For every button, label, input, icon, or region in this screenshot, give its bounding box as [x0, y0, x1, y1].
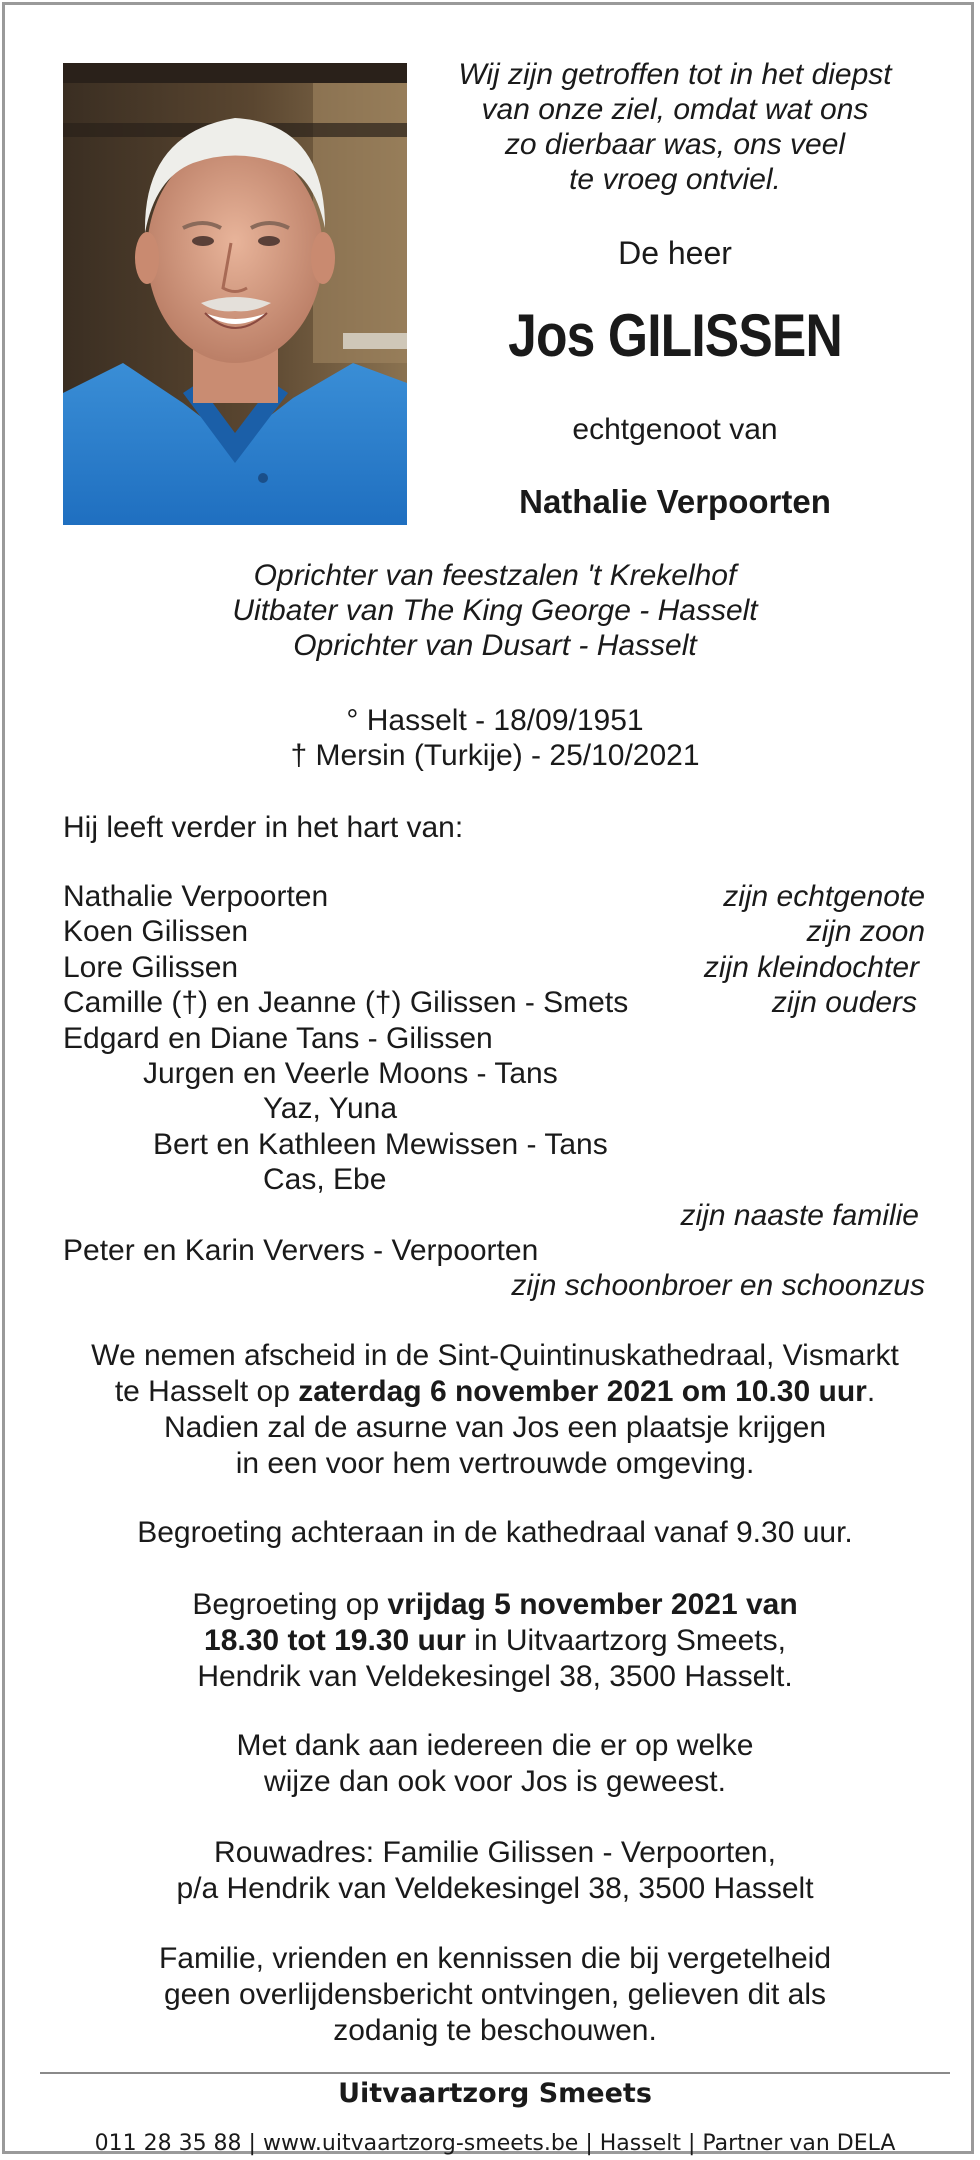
family-row: [63, 1127, 925, 1162]
address-line: p/a Hendrik van Veldekesingel 38, 3500 Hasselt: [176, 1872, 814, 1905]
thanks-line: wijze dan ook voor Jos is geweest.: [264, 1765, 726, 1798]
family-row: [63, 1091, 925, 1126]
family-row: [63, 1268, 925, 1303]
greeting-line: [45, 1623, 945, 1659]
family-name: Lore Gilissen: [63, 950, 239, 984]
poem-line: van onze ziel, omdat wat ons: [481, 93, 869, 126]
footer-divider: [40, 2072, 950, 2074]
address-line: Rouwadres: Familie Gilissen - Verpoorten,: [214, 1836, 776, 1869]
family-name: Cas, Ebe: [263, 1163, 387, 1197]
portrait-image: [63, 63, 407, 525]
funeral-home-contact: 011 28 35 88 | www.uitvaartzorg-smeets.be | Hasselt | Partner van DELA: [94, 2131, 896, 2156]
obituary-card: [2, 2, 974, 2154]
family-name: Camille (†) en Jeanne (†) Gilissen - Smets: [63, 986, 629, 1020]
role-line: Oprichter van Dusart - Hasselt: [293, 629, 697, 662]
spouse-name: Nathalie Verpoorten: [519, 483, 831, 520]
family-row: [63, 1056, 925, 1091]
poem-line: Wij zijn getroffen tot in het diepst: [458, 58, 892, 91]
death-date: † Mersin (Turkije) - 25/10/2021: [290, 739, 700, 772]
survived-by-heading: Hij leeft verder in het hart van:: [63, 811, 464, 844]
farewell-line: We nemen afscheid in de Sint-Quintinuskathedraal, Vismarkt: [91, 1339, 899, 1372]
family-row: [63, 985, 925, 1020]
family-name: Peter en Karin Ververs - Verpoorten: [63, 1233, 539, 1267]
family-relation: zijn schoonbroer en schoonzus: [511, 1269, 925, 1303]
family-relation: zijn echtgenote: [723, 880, 925, 913]
family-name: Koen Gilissen: [63, 915, 249, 949]
greeting-text: in Uitvaartzorg Smeets,: [465, 1624, 786, 1657]
notice-line: zodanig te beschouwen.: [333, 2014, 657, 2047]
family-relation: zijn ouders: [771, 986, 917, 1020]
spouse-label: echtgenoot van: [572, 413, 778, 446]
notice-paragraph: [45, 1941, 945, 2049]
family-row: [63, 1233, 925, 1268]
greeting-text: Begroeting op: [192, 1588, 388, 1621]
poem: [425, 57, 925, 197]
family-name: Nathalie Verpoorten: [63, 880, 329, 913]
thanks-paragraph: [45, 1728, 945, 1800]
role-line: Oprichter van feestzalen 't Krekelhof: [253, 559, 737, 592]
greeting-funeral-home: [45, 1587, 945, 1695]
poem-line: zo dierbaar was, ons veel: [504, 128, 846, 161]
farewell-text: te Hasselt op: [114, 1375, 299, 1408]
mourning-address: [45, 1835, 945, 1907]
family-name: Jurgen en Veerle Moons - Tans: [143, 1056, 558, 1090]
family-relation: zijn naaste familie: [680, 1198, 919, 1232]
family-name: Bert en Kathleen Mewissen - Tans: [153, 1127, 608, 1161]
deceased-name: Jos GILISSEN: [508, 302, 842, 369]
poem-line: te vroeg ontviel.: [569, 163, 781, 196]
farewell-text: .: [866, 1375, 876, 1408]
family-row: [63, 1021, 925, 1056]
notice-line: geen overlijdensbericht ontvingen, gelieven dit als: [163, 1978, 827, 2011]
life-dates: [65, 703, 925, 773]
family-row: [63, 914, 925, 949]
portrait-photo: [63, 63, 407, 525]
birth-date: ° Hasselt - 18/09/1951: [346, 704, 644, 737]
greeting-time: 18.30 tot 19.30 uur: [204, 1624, 466, 1657]
family-row: [63, 1198, 925, 1233]
greeting-line: [45, 1587, 945, 1623]
family-name: Edgard en Diane Tans - Gilissen: [63, 1021, 493, 1055]
thanks-line: Met dank aan iedereen die er op welke: [236, 1729, 754, 1762]
family-relation: zijn kleindochter: [703, 950, 919, 984]
farewell-date: zaterdag 6 november 2021 om 10.30 uur: [298, 1375, 867, 1408]
farewell-line: in een voor hem vertrouwde omgeving.: [235, 1447, 755, 1480]
family-row: [63, 1162, 925, 1197]
farewell-line: [45, 1374, 945, 1410]
role-line: Uitbater van The King George - Hasselt: [232, 594, 758, 627]
greeting-cathedral: Begroeting achteraan in de kathedraal vanaf 9.30 uur.: [137, 1516, 853, 1549]
family-row: [63, 879, 925, 914]
farewell-paragraph: [45, 1338, 945, 1482]
family-list: [63, 879, 925, 1304]
greeting-line: Hendrik van Veldekesingel 38, 3500 Hasselt.: [197, 1660, 793, 1693]
roles: [65, 558, 925, 663]
family-name: Yaz, Yuna: [263, 1092, 398, 1126]
notice-line: Familie, vrienden en kennissen die bij vergetelheid: [158, 1942, 832, 1975]
farewell-line: Nadien zal de asurne van Jos een plaatsje krijgen: [163, 1411, 827, 1444]
greeting-date: vrijdag 5 november 2021 van: [387, 1588, 798, 1621]
family-row: [63, 950, 925, 985]
honorific: De heer: [618, 235, 732, 271]
funeral-home-name: Uitvaartzorg Smeets: [338, 2078, 652, 2109]
family-relation: zijn zoon: [806, 915, 925, 949]
